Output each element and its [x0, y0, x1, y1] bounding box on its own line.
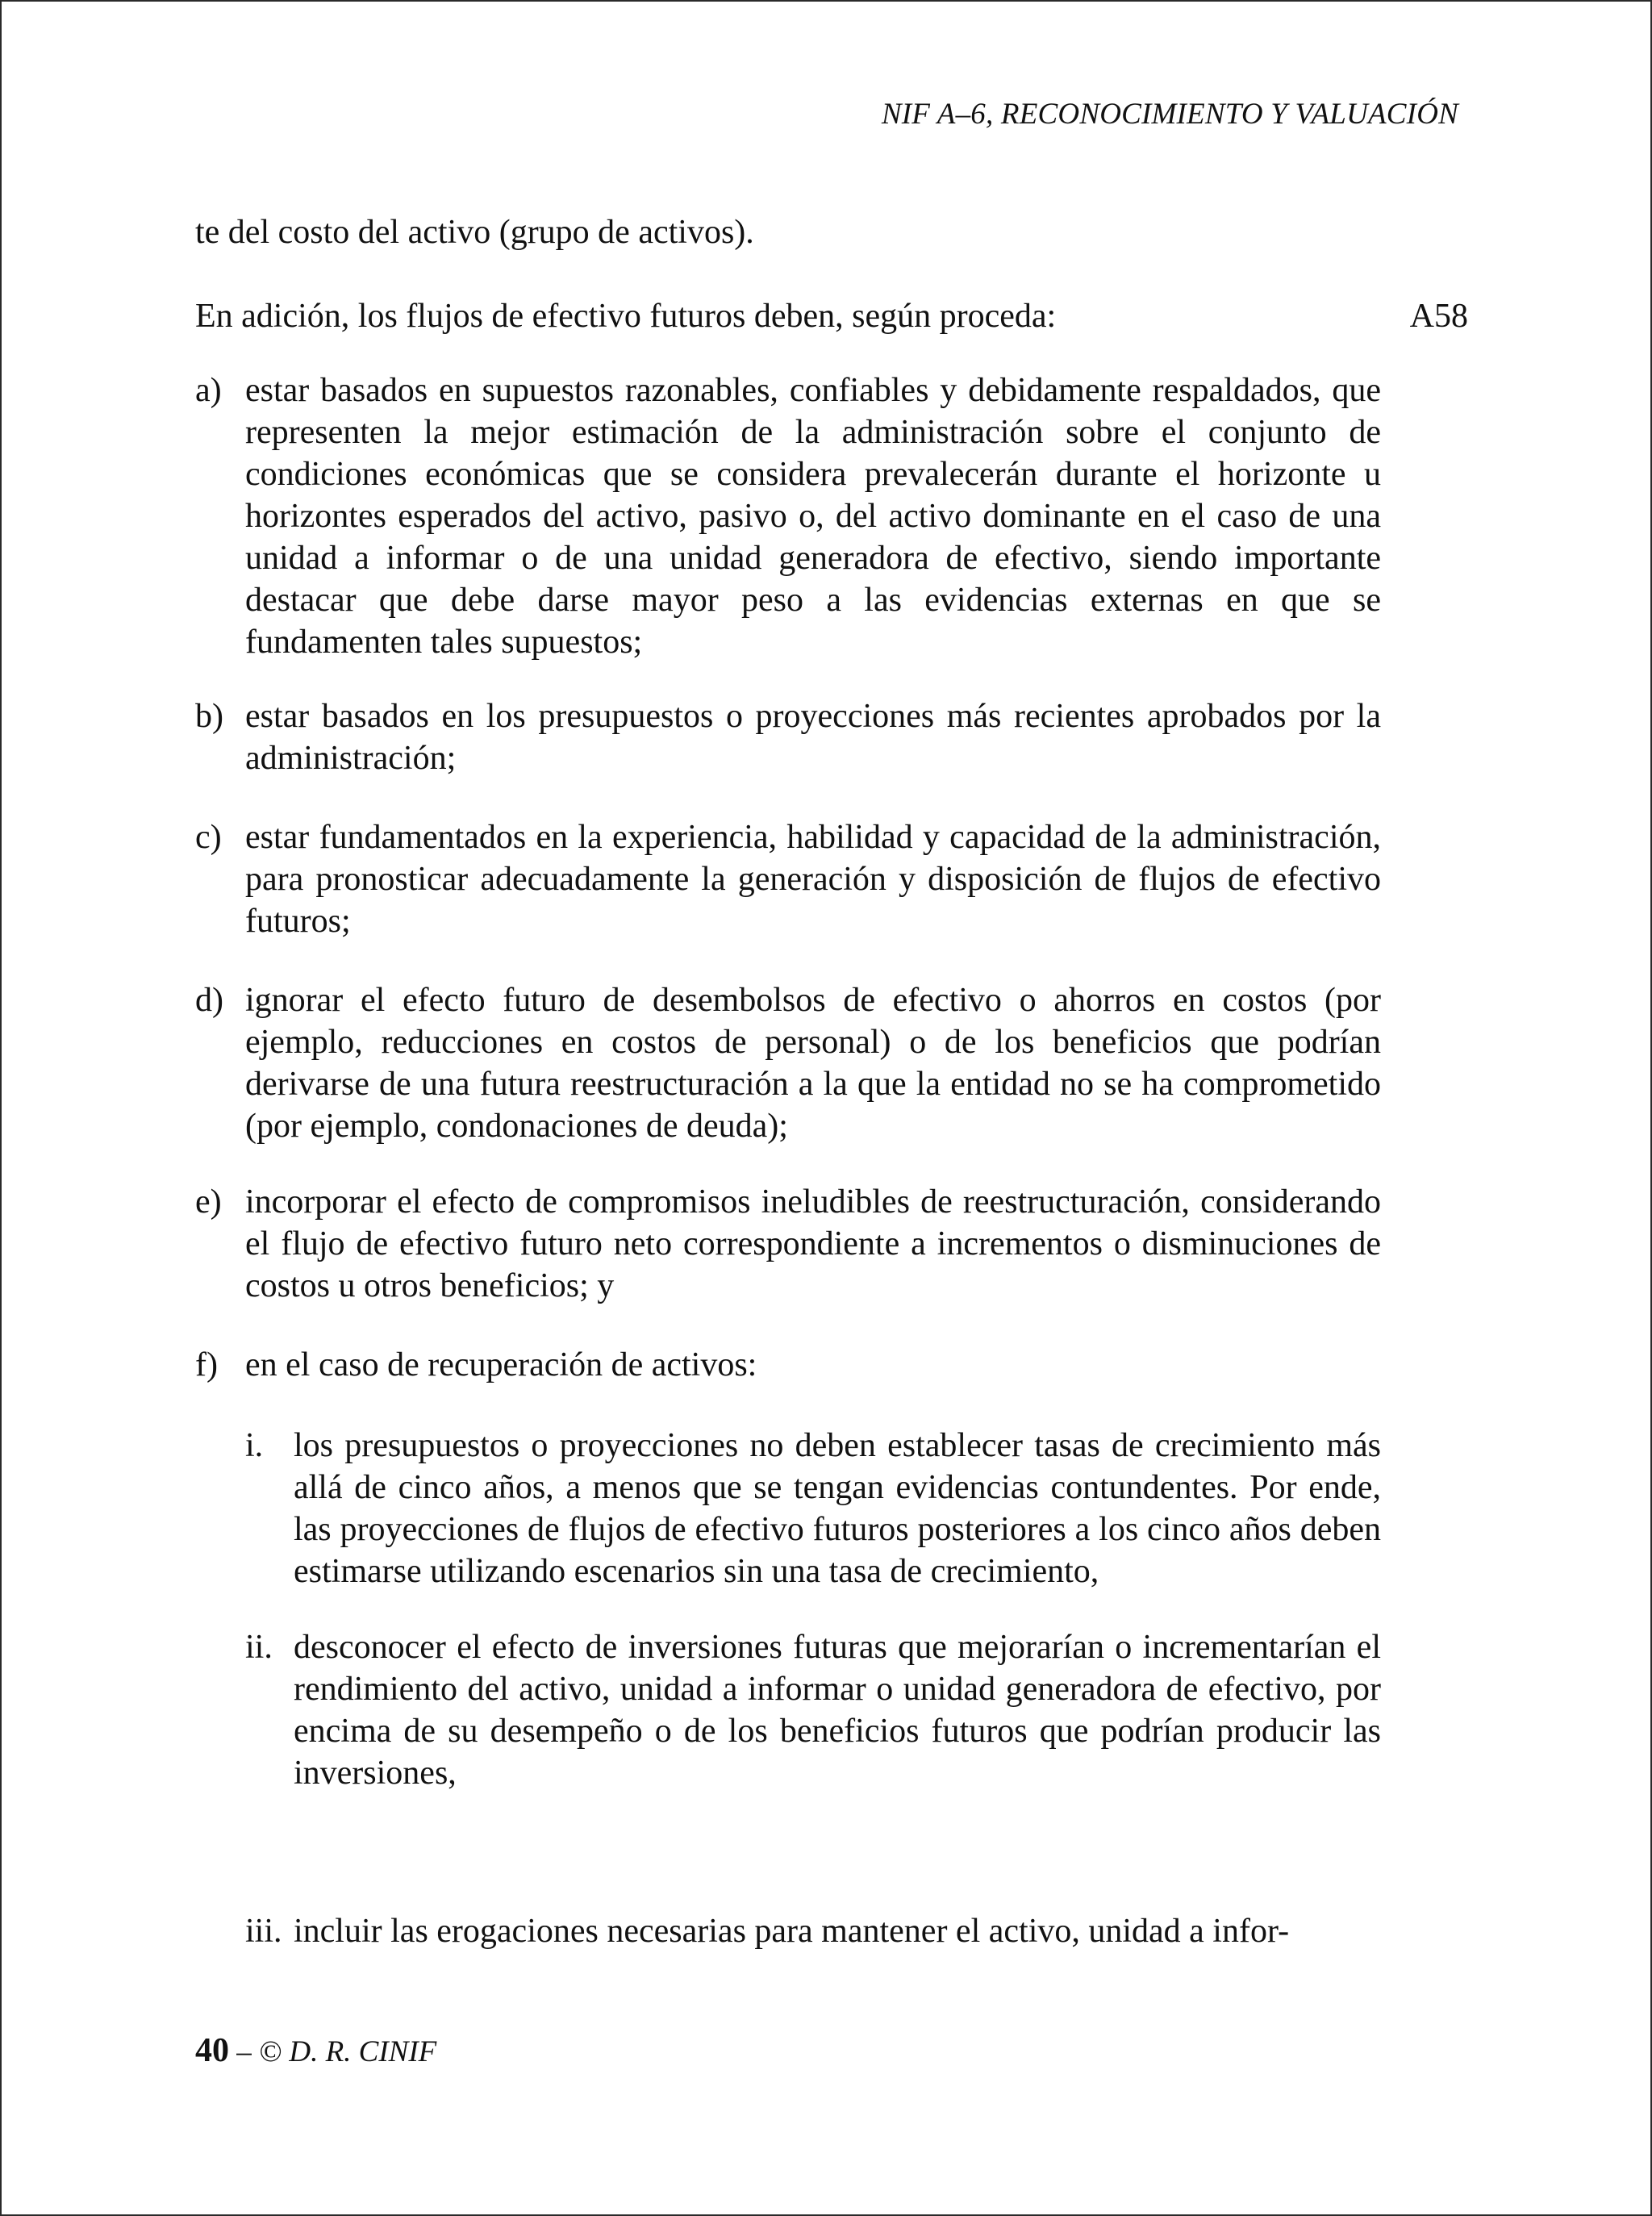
sub-item-ii — [245, 1626, 1381, 1794]
sub-item-text: los presupuestos o proyecciones no deben establecer tasas de crecimiento más allá de cinco años, a menos que se tengan evidencias contundentes. Por ende, las proyecciones de flujos de efectivo futuros posteriores a los cinco años deben estimarse utilizando escenarios sin una tasa de crecimiento, — [294, 1427, 1381, 1590]
list-item-label: b) — [195, 698, 223, 735]
list-item-label: f) — [195, 1346, 218, 1383]
list-item-text: estar fundamentados en la experiencia, habilidad y capacidad de la administración, para pronosticar adecuadamente la generación y disposición de flujos de efectivo futuros; — [245, 819, 1381, 940]
sub-item-text: incluir las erogaciones necesarias para mantener el activo, unidad a infor- — [294, 1913, 1290, 1950]
footer-separator: – — [229, 2035, 259, 2068]
list-item-label: e) — [195, 1183, 222, 1221]
list-item-text: en el caso de recuperación de activos: — [245, 1346, 757, 1383]
intro-paragraph: En adición, los flujos de efectivo futuros deben, según proceda: — [195, 298, 1057, 335]
sub-item-text: desconocer el efecto de inversiones futuras que mejorarían o incrementarían el rendimiento del activo, unidad a informar o unidad generadora de efectivo, por encima de su desempeño o de los beneficios futuros que podrían producir las inversiones, — [294, 1629, 1381, 1792]
list-item-label: c) — [195, 819, 222, 856]
list-item-text: estar basados en supuestos razonables, confiables y debidamente respaldados, que representen la mejor estimación de la administración sobre el conjunto de condiciones económicas que se considera prevalecerán durante el horizonte u horizontes esperados del activo, pasivo o, del activo dominante en el caso de una unidad a informar o de una unidad generadora de efectivo, siendo importante destacar que debe darse mayor peso a las evidencias externas en que se fundamenten tales supuestos; — [245, 372, 1381, 661]
sub-item-label: iii. — [245, 1913, 282, 1950]
sub-item-iii — [245, 1910, 1381, 1952]
sub-item-i — [245, 1425, 1381, 1592]
list-item-c — [195, 816, 1381, 942]
list-item-text: incorporar el efecto de compromisos ineludibles de reestructuración, considerando el flujo de efectivo futuro neto correspondiente a incrementos o disminuciones de costos u otros beneficios; y — [245, 1183, 1381, 1304]
page-footer — [195, 2031, 436, 2070]
list-item-text: estar basados en los presupuestos o proyecciones más recientes aprobados por la administración; — [245, 698, 1381, 777]
continuation-paragraph: te del costo del activo (grupo de activos). — [195, 214, 754, 251]
list-item-d — [195, 979, 1381, 1147]
copyright-notice: © D. R. CINIF — [259, 2035, 437, 2068]
list-item-text: ignorar el efecto futuro de desembolsos de efectivo o ahorros en costos (por ejemplo, reducciones en costos de personal) o de los beneficios que podrían derivarse de una futura reestructuración a la que la entidad no se ha comprometido (por ejemplo, condonaciones de deuda); — [245, 982, 1381, 1145]
running-header: NIF A–6, RECONOCIMIENTO Y VALUACIÓN — [881, 98, 1458, 131]
sub-item-label: i. — [245, 1427, 264, 1464]
list-item-a — [195, 369, 1381, 663]
sub-item-label: ii. — [245, 1629, 273, 1666]
marginal-reference: A58 — [1409, 298, 1468, 335]
list-item-label: d) — [195, 982, 223, 1019]
list-item-label: a) — [195, 372, 222, 409]
page-number: 40 — [195, 2032, 229, 2069]
list-item-b — [195, 695, 1381, 779]
list-item-e — [195, 1181, 1381, 1307]
list-item-f — [195, 1344, 1381, 1386]
